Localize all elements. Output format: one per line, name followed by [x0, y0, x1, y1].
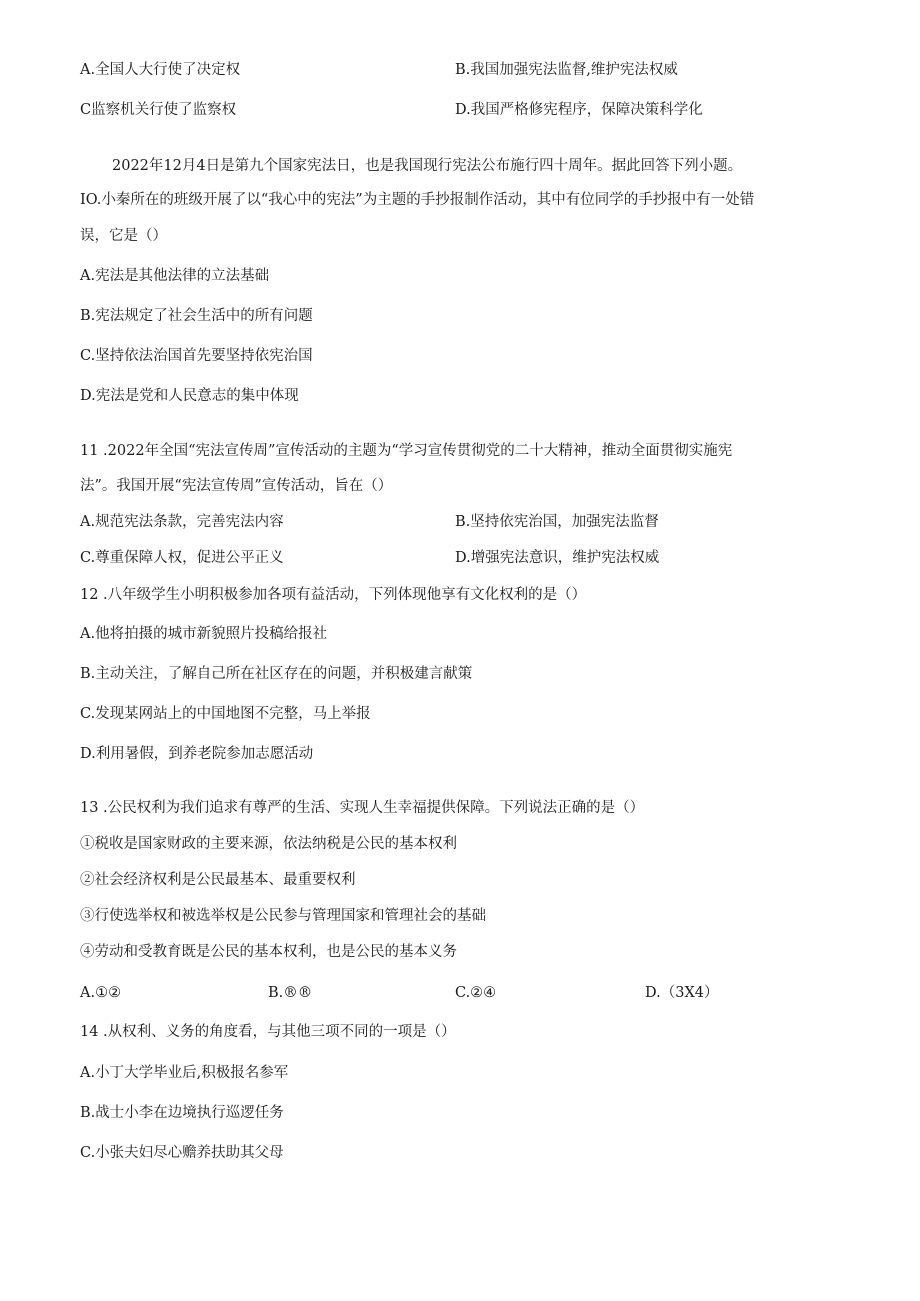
q13-option-d: D.（3X4）: [645, 985, 719, 1001]
q11-option-c: C.尊重保障人权，促进公平正义: [80, 550, 284, 566]
q11-option-a: A.规范宪法条款，完善宪法内容: [80, 514, 284, 530]
q10-option-a: A.宪法是其他法律的立法基础: [80, 268, 270, 284]
q13-statement-4: ④劳动和受教育既是公民的基本权利，也是公民的基本义务: [80, 944, 457, 960]
prev-option-a: A.全国人大行使了决定权: [80, 62, 241, 78]
section-intro: 2022年12月4日是第九个国家宪法日，也是我国现行宪法公布施行四十周年。据此回答下列小题。: [112, 158, 743, 174]
q13-statement-1: ①税收是国家财政的主要来源，依法纳税是公民的基本权利: [80, 836, 457, 852]
q12-stem: 12 .八年级学生小明积极参加各项有益活动，下列体现他享有文化权利的是（）: [80, 587, 587, 603]
q10-option-b: B.宪法规定了社会生活中的所有问题: [80, 308, 313, 324]
prev-option-b: B.我国加强宪法监督,维护宪法权威: [455, 62, 678, 78]
q13-option-b: B.®®: [268, 985, 313, 1001]
q11-stem-line1: 11 .2022年全国“宪法宣传周”宣传活动的主题为“学习宣传贯彻党的二十大精神，推动全面贯彻实施宪: [80, 443, 733, 459]
q11-option-d: D.增强宪法意识，维护宪法权威: [455, 550, 660, 566]
q14-option-b: B.战士小李在边境执行巡逻任务: [80, 1105, 284, 1121]
q10-stem-line2: 误，它是（）: [80, 228, 167, 244]
q11-stem-line2: 法”。我国开展“宪法宣传周”宣传活动，旨在（）: [80, 478, 393, 494]
q12-option-b: B.主动关注，了解自己所在社区存在的问题，并积极建言献策: [80, 666, 473, 682]
prev-option-d: D.我国严格修宪程序，保障决策科学化: [455, 102, 703, 118]
q12-option-d: D.利用暑假，到养老院参加志愿活动: [80, 746, 314, 762]
q14-option-a: A.小丁大学毕业后,积极报名参军: [80, 1065, 289, 1081]
q11-option-b: B.坚持依宪治国，加强宪法监督: [455, 514, 659, 530]
q12-option-a: A.他将拍摄的城市新貌照片投稿给报社: [80, 626, 328, 642]
q13-statement-3: ③行使选举权和被选举权是公民参与管理国家和管理社会的基础: [80, 908, 486, 924]
q13-statement-2: ②社会经济权利是公民最基本、最重要权利: [80, 872, 356, 888]
q13-option-c: C.②④: [455, 985, 497, 1001]
q14-stem: 14 .从权利、义务的角度看，与其他三项不同的一项是（）: [80, 1024, 456, 1040]
q10-option-c: C.坚持依法治国首先要坚持依宪治国: [80, 348, 313, 364]
q12-option-c: C.发现某网站上的中国地图不完整，马上举报: [80, 706, 371, 722]
q13-option-a: A.①②: [80, 985, 122, 1001]
q10-option-d: D.宪法是党和人民意志的集中体现: [80, 388, 299, 404]
q13-stem: 13 .公民权利为我们追求有尊严的生活、实现人生幸福提供保障。下列说法正确的是（）: [80, 800, 645, 816]
q14-option-c: C.小张夫妇尽心赡养扶助其父母: [80, 1145, 284, 1161]
q10-stem-line1: IO.小秦所在的班级开展了以“我心中的宪法”为主题的手抄报制作活动，其中有位同学的手抄报中有一处错: [80, 192, 755, 208]
prev-option-c: C监察机关行使了监察权: [80, 102, 237, 118]
